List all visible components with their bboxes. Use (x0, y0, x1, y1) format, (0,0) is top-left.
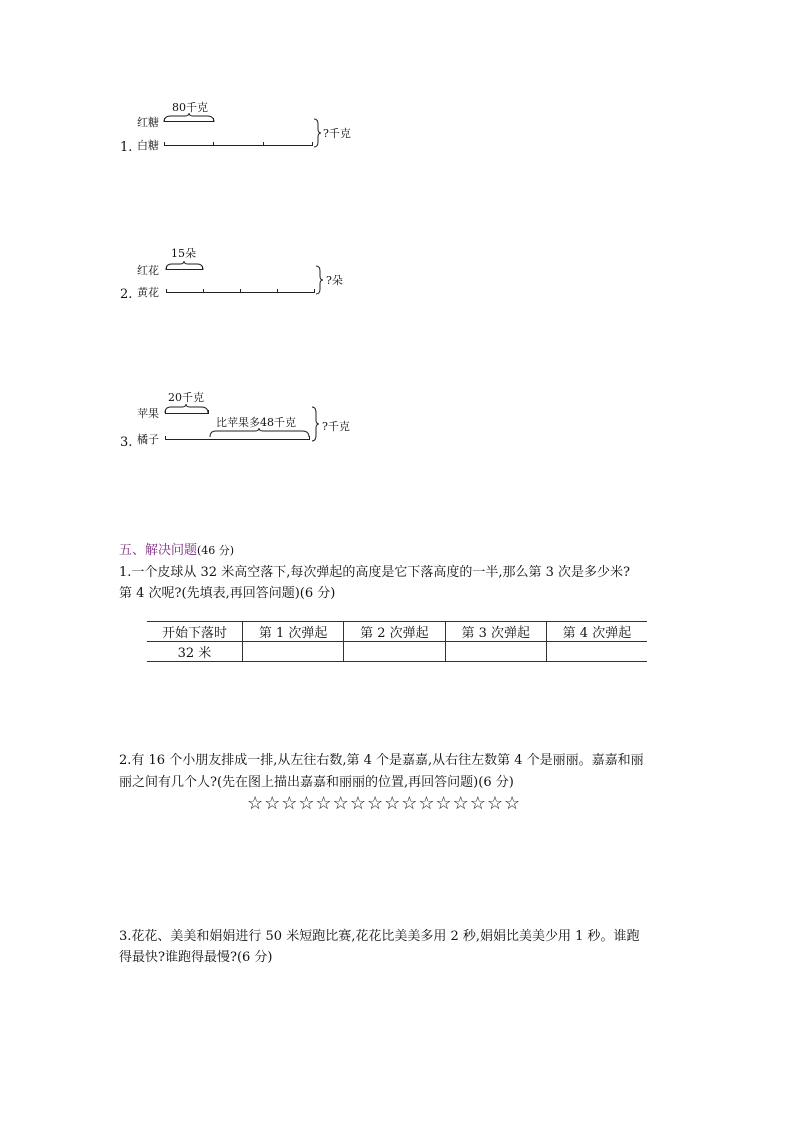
table-header: 第 1 次弹起 (242, 622, 343, 642)
tick (166, 266, 167, 270)
tick (277, 289, 278, 293)
table-answer-cell[interactable] (445, 642, 546, 662)
diagram-3-number: 3. (120, 435, 133, 450)
diagram-3-extra-label: 比苹果多48千克 (216, 416, 296, 429)
diagram-1-bottom-bar (164, 145, 313, 146)
question-3-line-1: 3.花花、美美和娟娟进行 50 米短跑比赛,花花比美美多用 2 秒,娟娟比美美少用 1 秒。谁跑 (119, 929, 640, 944)
tick (164, 142, 165, 146)
table-answer-cell[interactable] (344, 642, 445, 662)
diagram-1-bottom-label: 白糖 (137, 139, 159, 152)
tick (164, 118, 165, 122)
question-1-line-2: 第 4 次呢?(先填表,再回答问题)(6 分) (119, 586, 336, 601)
section-heading (119, 539, 234, 558)
diagram-3-question: ?千克 (322, 420, 350, 433)
diagram-1-question: ?千克 (323, 127, 351, 140)
diagram-3-bottom-bar (165, 439, 310, 440)
tick (309, 436, 310, 440)
tick (166, 289, 167, 293)
diagram-2-question: ?朵 (326, 274, 343, 287)
diagram-2-right-brace (316, 265, 324, 295)
diagram-2-bottom-label: 黄花 (137, 286, 159, 299)
table-answer-cell[interactable] (242, 642, 343, 662)
diagram-3-right-brace (312, 406, 320, 442)
children-stars-row[interactable]: ☆☆☆☆☆☆☆☆☆☆☆☆☆☆☆☆ (247, 793, 522, 814)
tick (208, 410, 209, 414)
diagram-1-right-brace (314, 118, 322, 148)
diagram-3-top-label: 苹果 (137, 407, 159, 420)
diagram-2-number: 2. (120, 287, 133, 302)
question-1-line-1: 1.一个皮球从 32 米高空落下,每次弹起的高度是它下落高度的一半,那么第 3 次是多少米? (119, 565, 630, 580)
tick (213, 142, 214, 146)
table-header: 第 2 次弹起 (344, 622, 445, 642)
table-header-row (147, 622, 647, 642)
diagram-2-top-label: 红花 (137, 264, 159, 277)
diagram-1-top-bar (164, 121, 214, 122)
table-header: 第 4 次弹起 (546, 622, 647, 642)
tick (240, 289, 241, 293)
diagram-1-number: 1. (120, 140, 133, 155)
tick (213, 118, 214, 122)
diagram-2-measure: 15朵 (171, 247, 196, 260)
diagram-1-measure: 80千克 (172, 101, 208, 114)
question-3-line-2: 得最快?谁跑得最慢?(6 分) (119, 950, 273, 965)
tick (314, 289, 315, 293)
bounce-table (147, 621, 647, 662)
tick (202, 266, 203, 270)
table-header: 第 3 次弹起 (445, 622, 546, 642)
question-2-line-1: 2.有 16 个小朋友排成一排,从左往右数,第 4 个是嘉嘉,从右往左数第 4 个是丽丽。嘉嘉和丽 (119, 753, 644, 768)
table-answer-cell[interactable] (546, 642, 647, 662)
tick (312, 142, 313, 146)
section-title: 五、解决问题 (119, 543, 198, 558)
diagram-3-bottom-label: 橘子 (137, 433, 159, 446)
tick (263, 142, 264, 146)
diagram-3-top-bar (165, 413, 209, 414)
table-header: 开始下落时 (147, 622, 242, 642)
table-cell: 32 米 (147, 642, 242, 662)
diagram-2-top-bar (166, 269, 203, 270)
diagram-3-extra-brace (209, 428, 311, 438)
diagram-3-measure: 20千克 (168, 391, 204, 404)
tick (165, 410, 166, 414)
diagram-1-top-label: 红糖 (137, 116, 159, 129)
tick (165, 436, 166, 440)
tick (203, 289, 204, 293)
table-row (147, 642, 647, 662)
section-score: (46 分) (197, 544, 235, 557)
question-2-line-2: 丽之间有几个人?(先在图上描出嘉嘉和丽丽的位置,再回答问题)(6 分) (119, 775, 514, 790)
